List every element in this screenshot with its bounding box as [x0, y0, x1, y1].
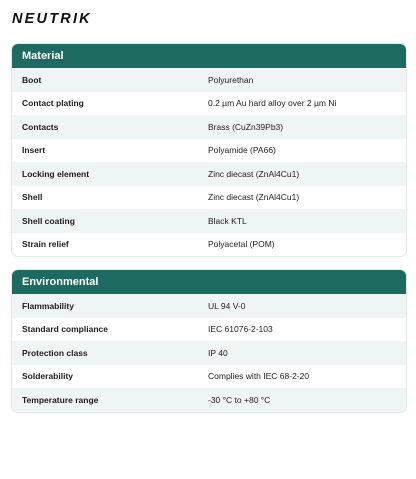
row-label: Protection class — [22, 347, 88, 358]
row-value: Brass (CuZn39Pb3) — [208, 121, 284, 132]
row-value: Polyacetal (POM) — [208, 239, 275, 250]
row-label: Boot — [22, 74, 42, 85]
row-value: 0.2 µm Au hard alloy over 2 µm Ni — [208, 98, 337, 109]
row-value: UL 94 V-0 — [208, 300, 246, 311]
row-label: Standard compliance — [22, 324, 108, 335]
material-table — [12, 68, 406, 256]
row-value: Polyamide (PA66) — [208, 145, 276, 156]
table-row — [12, 388, 406, 412]
table-row — [12, 209, 406, 233]
table-row — [12, 233, 406, 257]
row-value: Complies with IEC 68-2-20 — [208, 371, 310, 382]
row-value: -30 °C to +80 °C — [208, 394, 271, 405]
table-row — [12, 68, 406, 92]
row-label: Shell — [22, 192, 43, 203]
row-label: Contacts — [22, 121, 59, 132]
environmental-table — [12, 294, 406, 412]
table-row — [12, 115, 406, 139]
row-label: Shell coating — [22, 215, 75, 226]
row-label: Temperature range — [22, 394, 99, 405]
table-row — [12, 318, 406, 342]
row-label: Strain relief — [22, 239, 69, 250]
row-value: IP 40 — [208, 347, 228, 358]
table-row — [12, 92, 406, 116]
row-label: Locking element — [22, 168, 90, 179]
row-value: Zinc diecast (ZnAl4Cu1) — [208, 168, 300, 179]
table-row — [12, 186, 406, 210]
row-label: Insert — [22, 145, 46, 156]
environmental-section — [12, 270, 406, 412]
row-label: Solderability — [22, 371, 74, 382]
neutrik-logo-text: NEUTRIK — [12, 11, 92, 26]
table-row — [12, 139, 406, 163]
row-label: Contact plating — [22, 98, 84, 109]
neutrik-logo — [12, 10, 128, 26]
table-row — [12, 162, 406, 186]
table-row — [12, 341, 406, 365]
environmental-section-title: Environmental — [12, 270, 406, 294]
material-section — [12, 44, 406, 256]
material-section-title: Material — [12, 44, 406, 68]
row-value: Polyurethan — [208, 74, 254, 85]
table-row — [12, 294, 406, 318]
row-value: IEC 61076-2-103 — [208, 324, 273, 335]
table-row — [12, 365, 406, 389]
row-value: Zinc diecast (ZnAl4Cu1) — [208, 192, 300, 203]
row-label: Flammability — [22, 300, 74, 311]
row-value: Black KTL — [208, 215, 247, 226]
